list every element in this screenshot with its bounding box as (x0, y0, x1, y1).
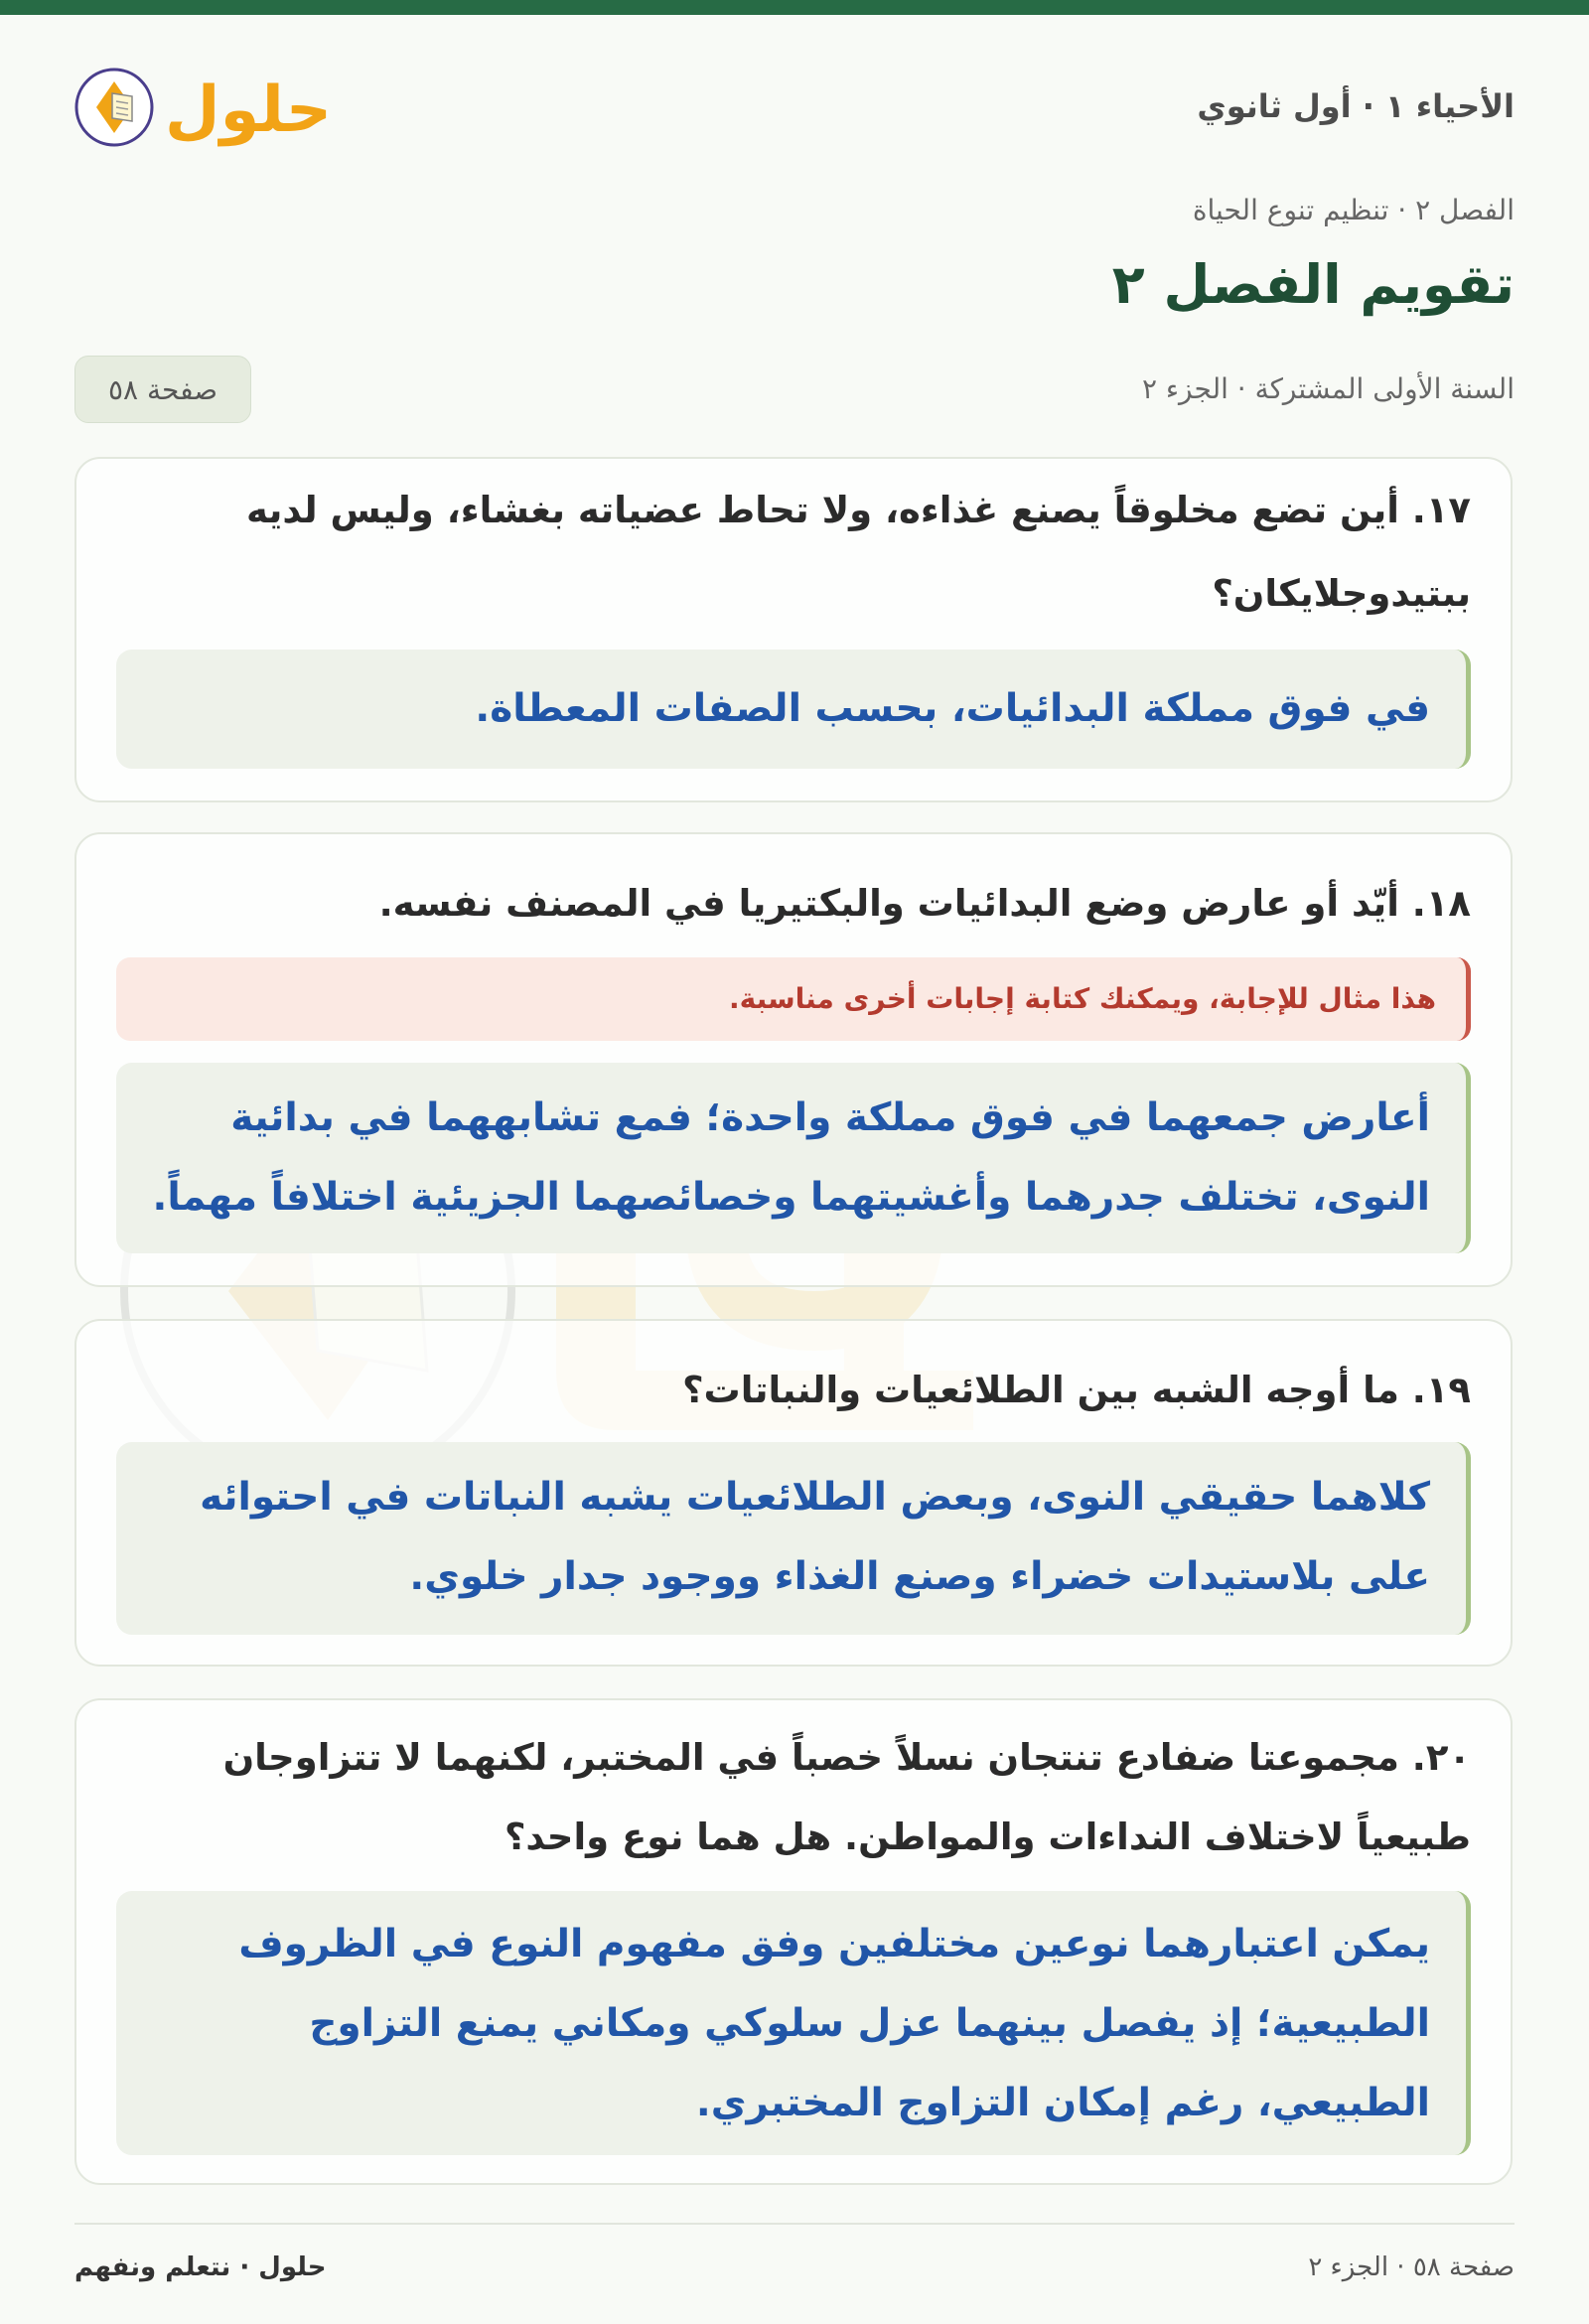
question-text: ٢٠. مجموعتا ضفادع تنتجان نسلاً خصباً في المختبر، لكنهما لا تتزاوجان طبيعياً لاختلاف النداءات والمواطن. هل هما نوع واحد؟ (222, 1736, 1471, 1858)
answer-box: كلاهما حقيقي النوى، وبعض الطلائعيات يشبه النباتات في احتوائه على بلاستيدات خضراء وصنع الغذاء ووجود جدار خلوي. (116, 1442, 1471, 1635)
answer-box: يمكن اعتبارهما نوعين مختلفين وفق مفهوم النوع في الظروف الطبيعية؛ إذ يفصل بينهما عزل سلوكي ومكاني يمنع التزاوج الطبيعي، رغم إمكان التزاوج المختبري. (116, 1891, 1471, 2155)
series-title: الأحياء ١ · أول ثانوي (1197, 87, 1515, 125)
question-card-18 (74, 832, 1513, 1287)
footer-page-info: صفحة ٥٨ · الجزء ٢ (1308, 2252, 1515, 2282)
page-badge: صفحة ٥٨ (74, 356, 251, 423)
question-text: ١٨. أيّد أو عارض وضع البدائيات والبكتيريا في المصنف نفسه. (378, 882, 1471, 925)
chapter-label: الفصل ٢ · تنظيم تنوع الحياة (1192, 194, 1515, 226)
footer-brand: حلول · نتعلم ونفهم (74, 2252, 327, 2282)
top-accent-bar (0, 0, 1589, 15)
header (74, 60, 1515, 149)
svg-text:حلول: حلول (165, 73, 332, 147)
question-card-17 (74, 457, 1513, 802)
answer-box: أعارض جمعهما في فوق مملكة واحدة؛ فمع تشابههما في بدائية النوى، تختلف جدرهما وأغشيتهما وخصائصهما الجزيئية اختلافاً مهماً. (116, 1063, 1471, 1253)
question-card-20 (74, 1698, 1513, 2185)
answer-box: في فوق مملكة البدائيات، بحسب الصفات المعطاة. (116, 650, 1471, 769)
question-text: ١٩. ما أوجه الشبه بين الطلائعيات والنباتات؟ (682, 1369, 1471, 1411)
note-box: هذا مثال للإجابة، ويمكنك كتابة إجابات أخرى مناسبة. (116, 957, 1471, 1041)
question-text: ١٧. أين تضع مخلوقاً يصنع غذاءه، ولا تحاط عضياته بغشاء، وليس لديه ببتيدوجلايكان؟ (246, 489, 1471, 615)
page-title: تقويم الفصل ٢ (1111, 253, 1515, 316)
footer-divider (74, 2223, 1515, 2225)
question-card-19 (74, 1319, 1513, 1667)
book-info: السنة الأولى المشتركة · الجزء ٢ (1141, 372, 1515, 405)
hulool-logo[interactable] (74, 60, 333, 155)
